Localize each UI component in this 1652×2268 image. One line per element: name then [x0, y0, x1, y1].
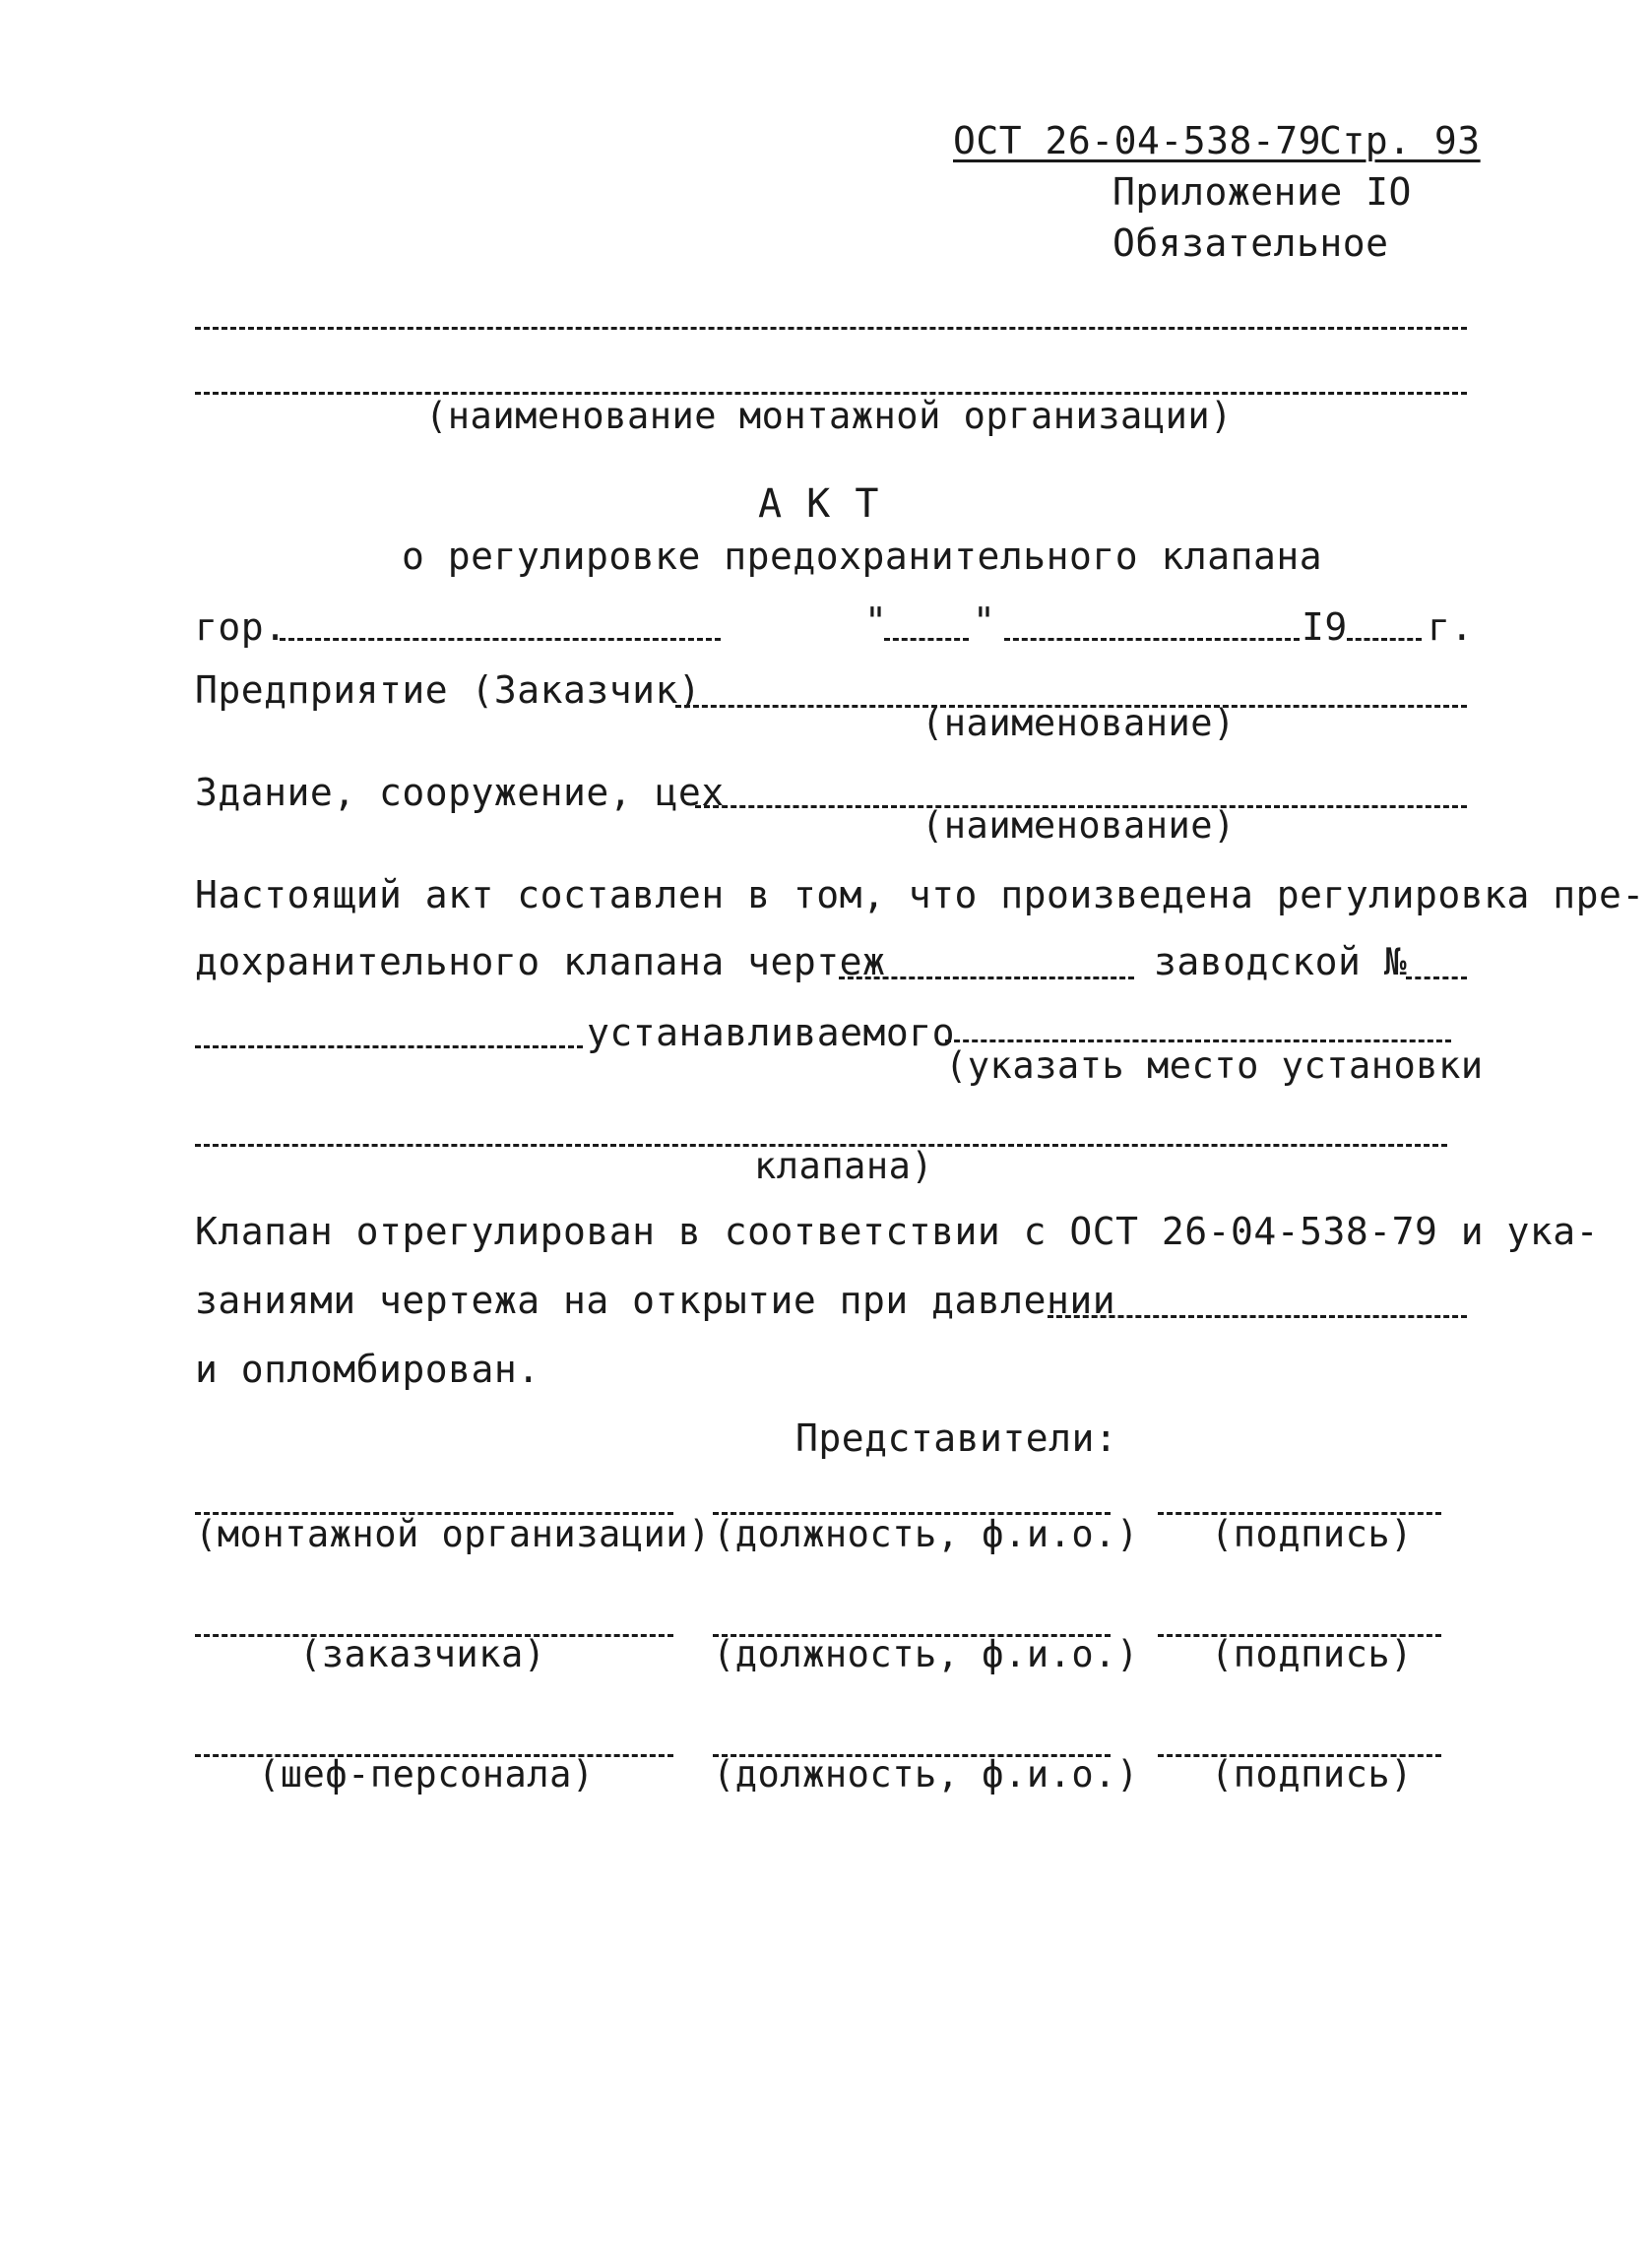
- year-suffix: г.: [1428, 605, 1474, 649]
- building-label: Здание, сооружение, цех: [195, 771, 725, 814]
- year-field[interactable]: [1347, 638, 1422, 641]
- body-line-1: Настоящий акт составлен в том, что произведена регулировка пре-: [195, 873, 1645, 916]
- enterprise-label: Предприятие (Заказчик): [195, 668, 702, 712]
- year-prefix: I9: [1302, 605, 1348, 649]
- party-caption-1: (монтажной организации): [195, 1513, 711, 1555]
- enterprise-caption: (наименование): [921, 702, 1236, 744]
- standard-number: ОСТ 26-04-538-79: [953, 119, 1322, 162]
- body-line-4: заниями чертежа на открытие при давлении: [195, 1279, 1116, 1322]
- page-number: Стр. 93: [1319, 119, 1481, 162]
- city-field[interactable]: [280, 638, 721, 641]
- act-title: А К Т: [758, 481, 879, 527]
- city-label: гор.: [195, 605, 287, 649]
- body-line-2b: заводской №: [1154, 940, 1408, 983]
- org-caption: (наименование монтажной организации): [425, 395, 1233, 437]
- position-caption-3: (должность, ф.и.о.): [713, 1753, 1139, 1796]
- signature-caption-1: (подпись): [1211, 1513, 1413, 1555]
- building-caption: (наименование): [921, 804, 1236, 847]
- pressure-field[interactable]: [1048, 1315, 1467, 1318]
- installed-word: устанавливаемого: [587, 1011, 956, 1054]
- party-caption-3: (шеф-персонала): [258, 1753, 595, 1796]
- month-field[interactable]: [1004, 638, 1300, 641]
- appendix-label: Приложение IO: [1112, 170, 1412, 214]
- body-line-3: Клапан отрегулирован в соответствии с ОСТ 26-04-538-79 и ука-: [195, 1210, 1600, 1253]
- signature-caption-3: (подпись): [1211, 1753, 1413, 1796]
- signature-caption-2: (подпись): [1211, 1633, 1413, 1675]
- place-field-1[interactable]: [945, 1040, 1451, 1042]
- date-quote-close: ": [973, 599, 996, 643]
- position-caption-1: (должность, ф.и.о.): [713, 1513, 1139, 1555]
- appendix-status: Обязательное: [1112, 221, 1389, 265]
- org-line-1: [195, 327, 1467, 330]
- party-caption-2: (заказчика): [299, 1633, 546, 1675]
- place-caption-1: (указать место установки: [945, 1044, 1484, 1087]
- place-caption-2: клапана): [754, 1145, 934, 1187]
- representatives-title: Представители:: [795, 1417, 1118, 1460]
- position-caption-2: (должность, ф.и.о.): [713, 1633, 1139, 1675]
- serial-number-field[interactable]: [1406, 976, 1467, 979]
- valve-type-field[interactable]: [195, 1045, 583, 1048]
- date-quote-open: ": [864, 599, 888, 643]
- act-subtitle: о регулировке предохранительного клапана: [402, 535, 1323, 578]
- body-line-2a: дохранительного клапана чертеж: [195, 940, 886, 983]
- day-field[interactable]: [884, 638, 969, 641]
- drawing-field[interactable]: [839, 976, 1134, 979]
- body-line-5: и опломбирован.: [195, 1348, 540, 1391]
